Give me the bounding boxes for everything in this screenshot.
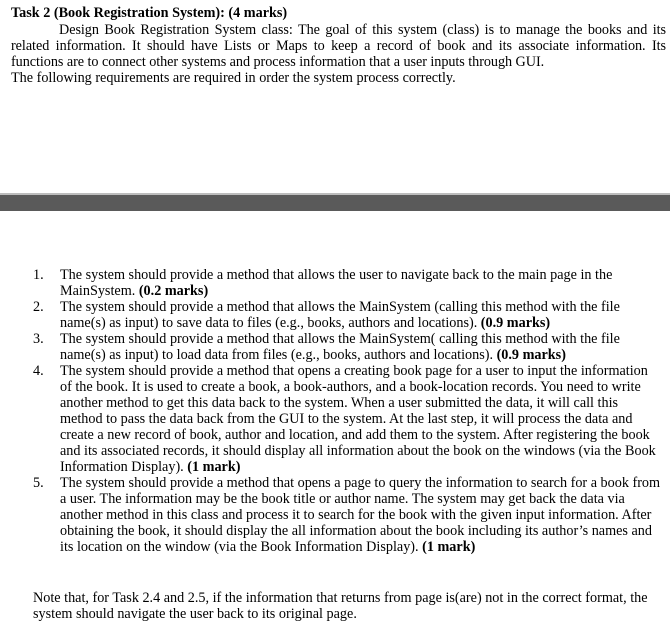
requirement-text: The system should provide a method that allows the MainSystem (calling this method with the file name(s) as input) to save data to files (e.g., books, authors and locations). [60,299,620,331]
requirement-item-5 [33,475,663,555]
requirement-item-3 [33,331,663,363]
task-note: Note that, for Task 2.4 and 2.5, if the information that returns from page is(are) not in the correct format, the system should navigate the user back to its original page. [33,590,648,622]
requirement-number: 3. [33,331,44,347]
requirement-text: The system should provide a method that opens a page to query the information to search for a book from a user. The information may be the book title or author name. The system may get back the data via another method in this class and process it to search for the book with the given input information. After obtaining the book, it should display the all information about the book including its author’s names and its location on the window (via the Book Information Display). [60,475,661,555]
requirement-number: 1. [33,267,44,283]
requirement-text: The system should provide a method that opens a creating book page for a user to input the information of the book. It is used to create a book, a book-authors, and a book-location records. You need to write another method to get this data back to the system. When a user submitted the data, it will call this method to pass the data back from the GUI to the system. At the last step, it will process the data and create a new record of book, author and location, and add them to the system. After registering the book and its associated records, it should display all information about the book on the windows (via the Book Information Display). [60,363,656,475]
requirement-number: 2. [33,299,44,315]
requirement-text: The system should provide a method that allows the user to navigate back to the main page in the MainSystem. [60,267,613,299]
requirement-marks: (0.2 marks) [138,283,209,299]
requirement-item-1 [33,267,663,299]
requirement-marks: (1 mark) [422,539,476,555]
requirement-marks: (0.9 marks) [480,315,551,331]
requirement-marks: (1 mark) [187,459,241,475]
requirements-list [33,267,663,555]
task-header-section [11,5,666,86]
task-intro: Design Book Registration System class: The goal of this system (class) is to manage the books and its related information. It should have Lists or Maps to keep a record of book and its associate information. Its functions are to connect other systems and process information that a user inputs through GUI. [11,22,666,70]
task-intro-followup: The following requirements are required in order the system process correctly. [11,70,456,86]
requirement-number: 4. [33,363,44,379]
scan-separator-band [0,195,670,211]
requirement-text: The system should provide a method that allows the MainSystem( calling this method with the file name(s) as input) to load data from files (e.g., books, authors and locations). [60,331,620,363]
requirement-item-2 [33,299,663,331]
requirement-item-4 [33,363,663,475]
requirement-marks: (0.9 marks) [496,347,566,363]
requirement-number: 5. [33,475,44,491]
task-title: Task 2 (Book Registration System): (4 marks) [11,5,288,21]
